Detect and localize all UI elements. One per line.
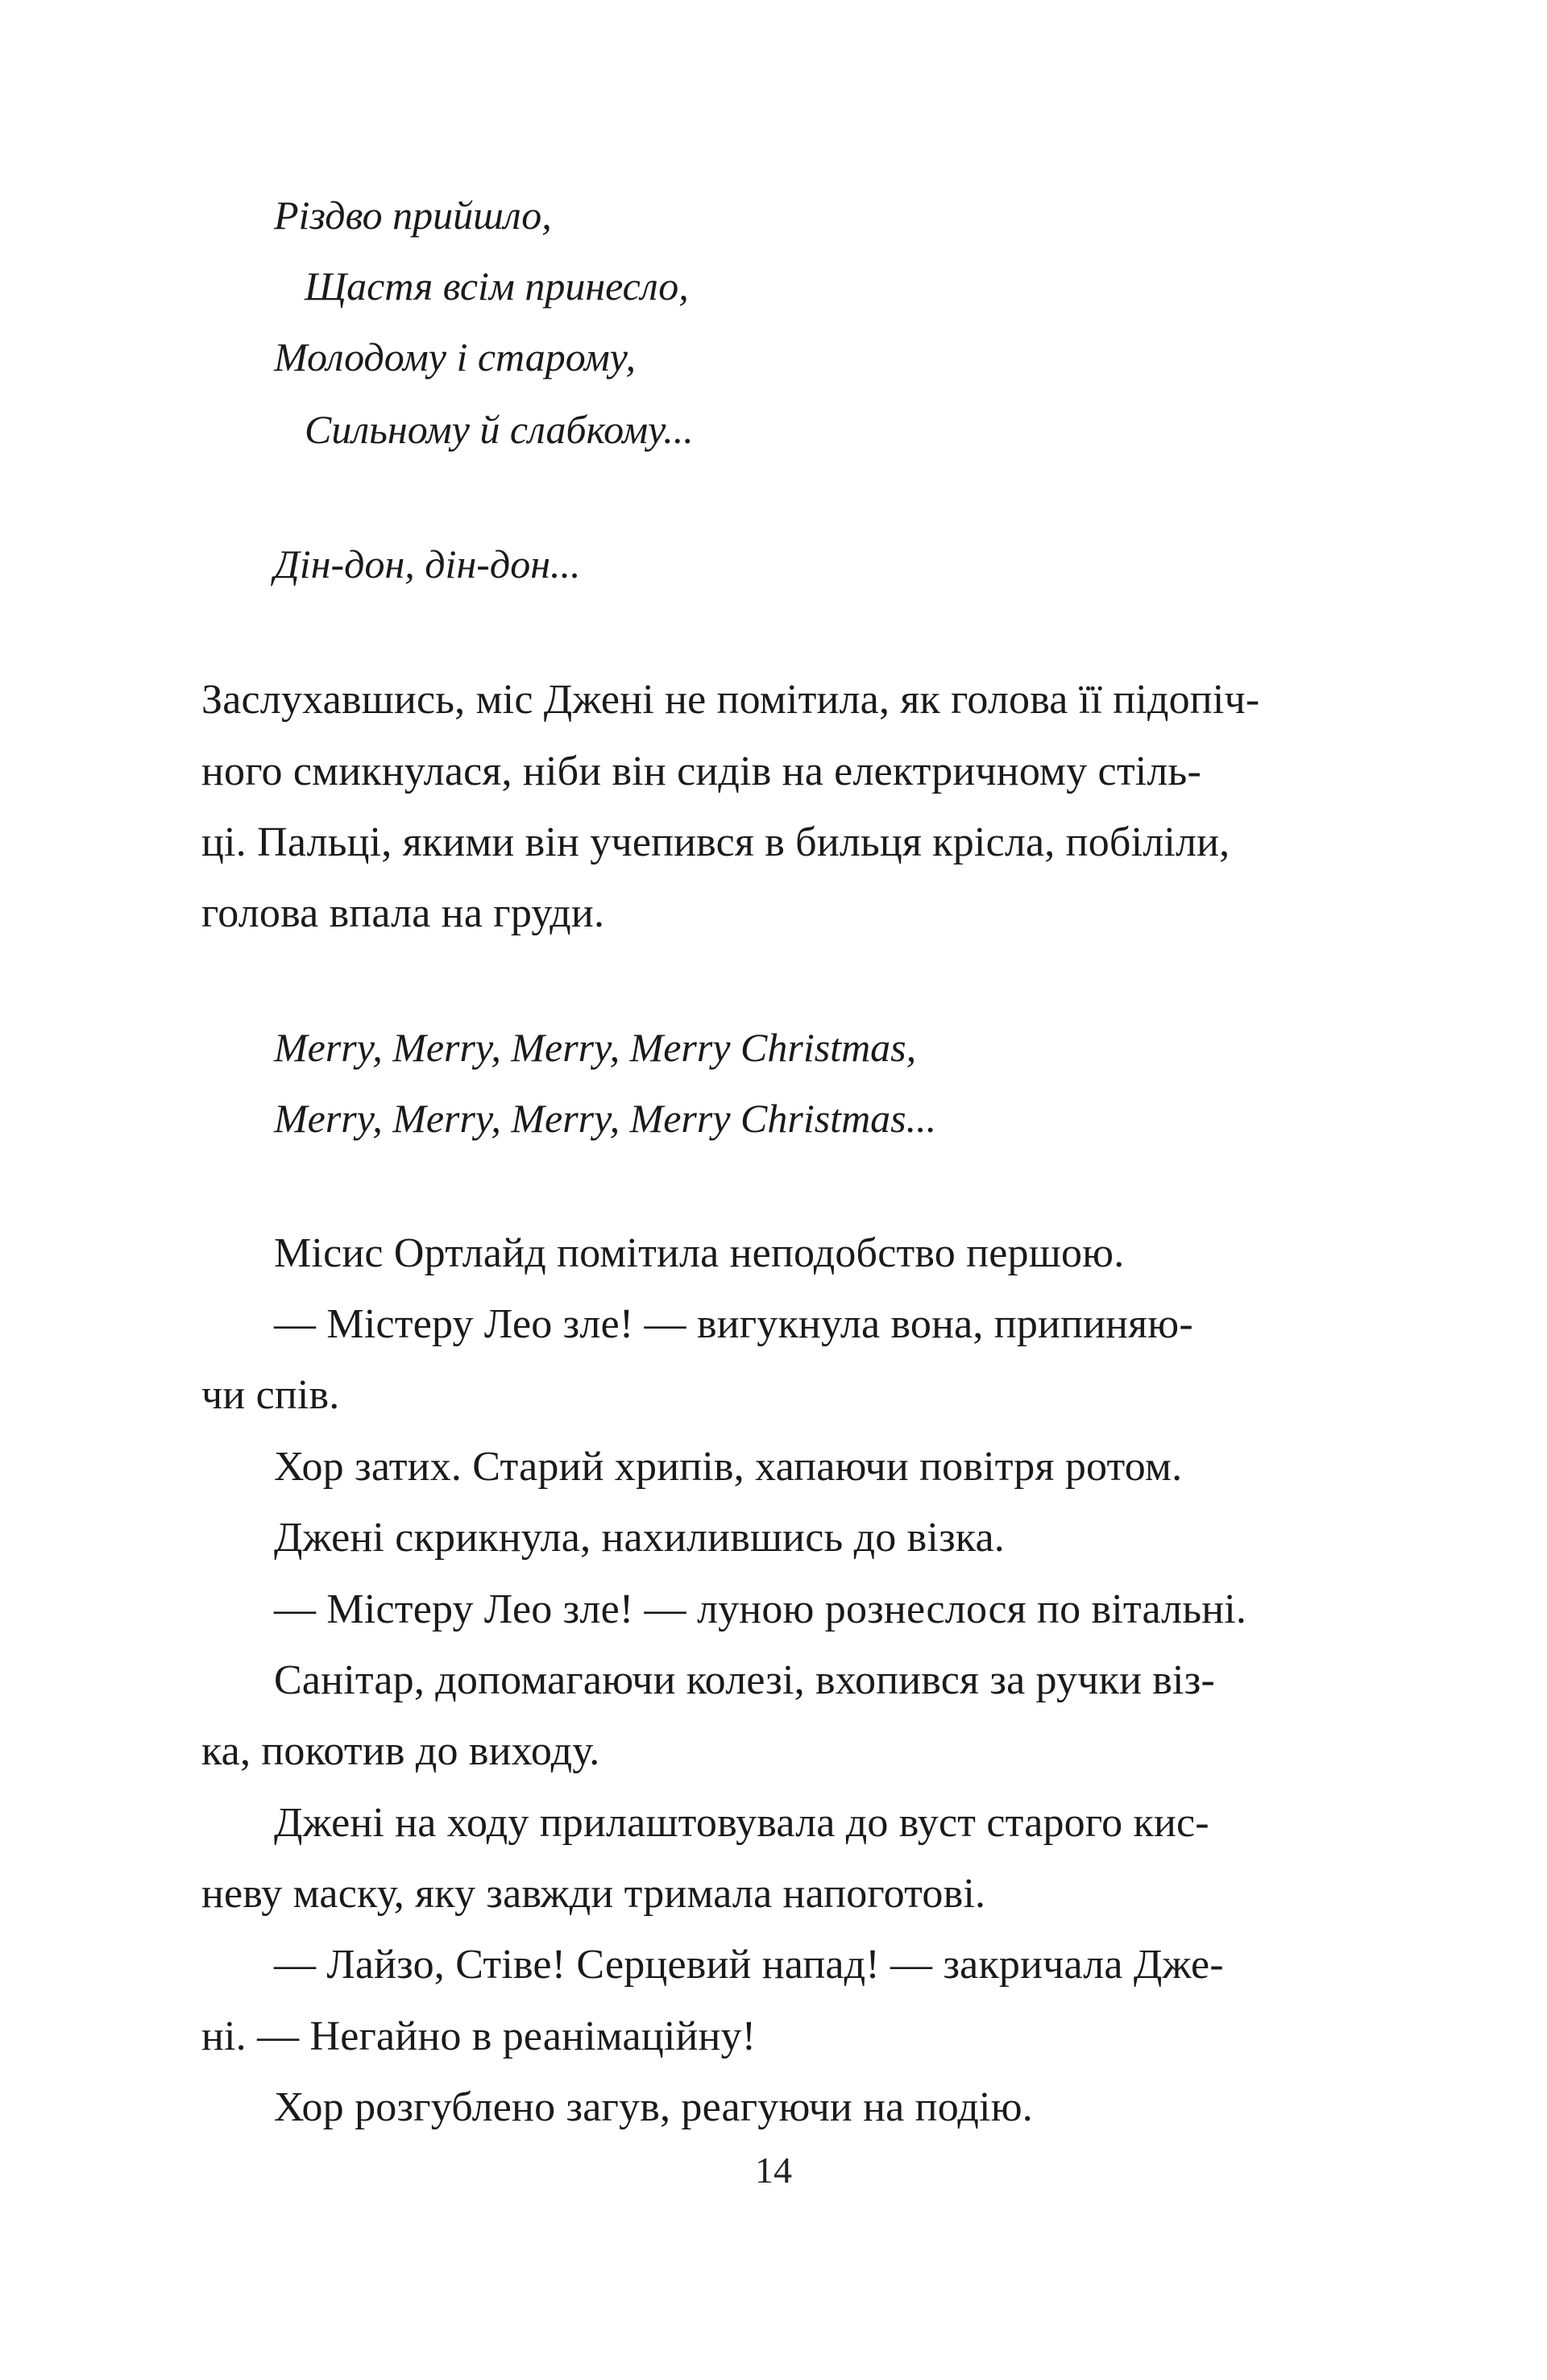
paragraph-line: Місис Ортлайд помітила неподобство першою.	[274, 1230, 1125, 1276]
paragraph-line: ного смикнулася, ніби він сидів на електричному стіль-	[201, 748, 1201, 794]
page-number: 14	[755, 2150, 792, 2191]
verse-line: Merry, Merry, Merry, Merry Christmas,	[274, 1025, 917, 1070]
paragraph-line: ка, покотив до виходу.	[201, 1728, 600, 1774]
paragraph-line: голова впала на груди.	[201, 890, 605, 936]
paragraph-line: Заслухавшись, міс Джені не помітила, як голова її підопіч-	[201, 677, 1260, 723]
paragraph-line: — Містеру Лео зле! — вигукнула вона, припиняю-	[274, 1301, 1193, 1347]
paragraph-line: — Містеру Лео зле! — луною рознеслося по вітальні.	[274, 1586, 1247, 1632]
paragraph-line: Джені на ходу прилаштовувала до вуст старого кис-	[274, 1800, 1209, 1846]
paragraph-line: ці. Пальці, якими він учепився в бильця крісла, побіліли,	[201, 819, 1230, 865]
verse-line: Щастя всім принесло,	[305, 263, 689, 309]
paragraph-line: неву маску, яку завжди тримала напоготові.	[201, 1871, 986, 1917]
paragraph-line: чи спів.	[201, 1372, 340, 1418]
verse-line: Різдво прийшло,	[274, 193, 552, 238]
verse-line: Merry, Merry, Merry, Merry Christmas...	[274, 1096, 937, 1141]
paragraph-line: Санітар, допомагаючи колезі, вхопився за ручки віз-	[274, 1657, 1215, 1703]
paragraph-line: Хор розгублено загув, реагуючи на подію.	[274, 2084, 1033, 2130]
verse-line: Дін-дон, дін-дон...	[274, 541, 581, 587]
verse-line: Молодому і старому,	[274, 334, 636, 379]
verse-line: Сильному й слабкому...	[305, 407, 694, 452]
paragraph-line: Хор затих. Старий хрипів, хапаючи повітря ротом.	[274, 1444, 1183, 1490]
paragraph-line: — Лайзо, Стіве! Серцевий напад! — закричала Дже-	[274, 1942, 1224, 1988]
paragraph-line: Джені скрикнула, нахилившись до візка.	[274, 1515, 1005, 1561]
paragraph-line: ні. — Негайно в реанімаційну!	[201, 2013, 757, 2059]
